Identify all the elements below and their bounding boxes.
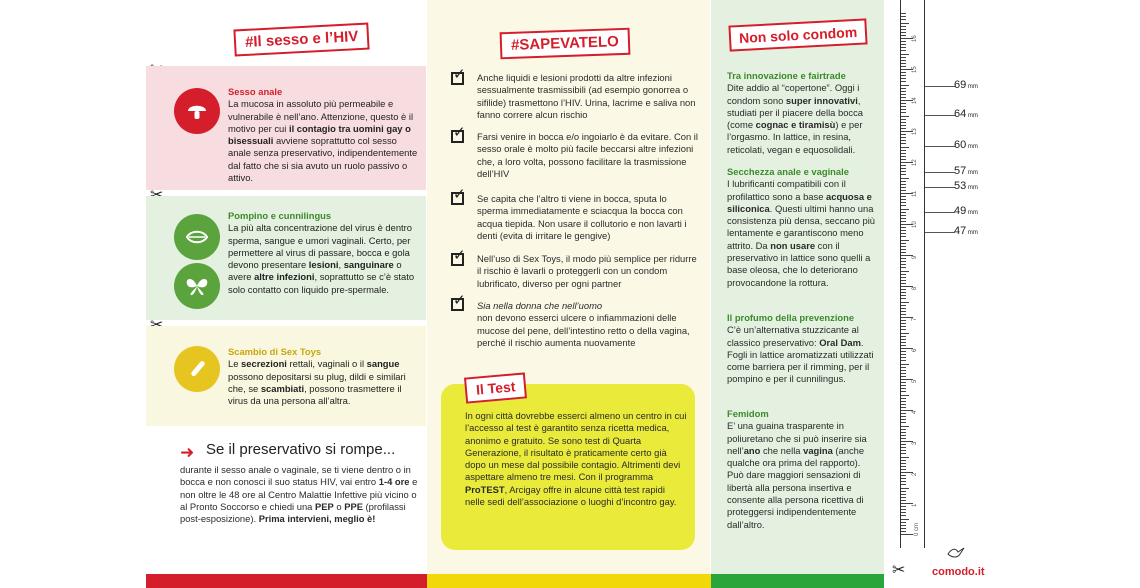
- ruler-tick: [901, 429, 906, 430]
- checkbox-icon: ✓: [453, 66, 466, 83]
- ruler-cm-label: 7: [912, 317, 918, 321]
- text-run: rettali, vaginali o il: [286, 358, 367, 370]
- ruler-tick: [901, 491, 906, 492]
- section-innovazione: [727, 70, 879, 156]
- ruler-zero-label: 0 cm: [914, 522, 920, 536]
- ruler-tick: [901, 528, 906, 529]
- ruler-tick: [901, 413, 906, 414]
- ruler-tick: [901, 233, 906, 234]
- text-run: La mucosa in assoluto più permeabile e vulnerabile è nell’ano. Attenzione, questo è il motivo per cui: [228, 98, 414, 134]
- ruler-tick: [901, 221, 906, 222]
- section-profumo: [727, 312, 879, 386]
- ruler-cm-label: 10: [912, 221, 918, 228]
- text-run: possono depositarsi su plug, dildi e similari che, se: [228, 370, 406, 394]
- lips-icon: [174, 214, 220, 260]
- ruler-tick: [901, 153, 906, 154]
- column-sapevatelo: [427, 0, 710, 588]
- size-marker-line: [925, 172, 955, 173]
- ruler-tick: [901, 174, 906, 175]
- ruler-tick: [901, 447, 906, 448]
- comodo-logo: comodo.it: [932, 566, 985, 578]
- ruler-tick: [901, 72, 906, 73]
- ruler-cm-label: 3: [912, 441, 918, 445]
- ruler-tick: [901, 274, 906, 275]
- ruler-tick: [901, 19, 906, 20]
- ruler-tick: [901, 106, 906, 107]
- ruler-tick: [901, 460, 906, 461]
- ruler-tick: [901, 199, 906, 200]
- ruler-tick: [901, 463, 906, 464]
- ruler-tick: [901, 246, 906, 247]
- ruler-tick: [901, 289, 906, 290]
- ruler-tick: [901, 122, 906, 123]
- ruler-tick: [901, 119, 906, 120]
- ruler-tick: [901, 109, 906, 110]
- ruler-tick: [901, 419, 906, 420]
- column-sesso-hiv: [146, 0, 426, 588]
- ruler-tick: [901, 506, 906, 507]
- scissors-icon: ✂: [892, 562, 906, 579]
- ruler-cm-label: 4: [912, 410, 918, 414]
- bird-logo-icon: [946, 546, 966, 560]
- text-run: con il preservativo in lattice sono quelli a base oleosa, che lo deteriorano provocandone la rottura.: [727, 239, 871, 288]
- ruler-tick: [901, 125, 906, 126]
- text-bold: scambiati: [260, 382, 305, 394]
- ruler-tick: [901, 264, 906, 265]
- ruler-tick: [901, 336, 906, 337]
- femidom-heading: Femidom: [727, 408, 769, 419]
- section-femidom: [727, 408, 879, 531]
- ruler-tick: [901, 382, 906, 383]
- ruler-tick: [901, 26, 906, 27]
- ruler-cm-label: 8: [912, 286, 918, 290]
- ruler-tick: [901, 47, 906, 48]
- strip-yellow: [427, 574, 711, 588]
- ruler-tick: [901, 391, 906, 392]
- size-marker-line: [925, 232, 955, 233]
- ruler-tick: [901, 515, 906, 516]
- ruler-tick: [901, 29, 906, 30]
- ruler-tick: [901, 112, 906, 113]
- text-run: , Arcigay offre in alcune città test rapidi nelle sedi dell’associazione o luoghi d’incontro gay.: [465, 483, 677, 508]
- ruler-tick: [901, 351, 906, 352]
- ruler-tick: [901, 50, 906, 51]
- ruler-tick: [901, 395, 909, 396]
- ruler-tick: [901, 230, 906, 231]
- ruler-tick: [901, 457, 909, 458]
- test-info-box: [441, 384, 695, 550]
- section-title-test: Il Test: [464, 372, 527, 403]
- text-bold: sangue: [366, 358, 400, 370]
- text-italic: Sia nella donna che nell’uomo: [477, 300, 603, 311]
- section-title-sesso-hiv: #Il sesso e l’HIV: [233, 22, 370, 56]
- card-sesso-anale: [146, 66, 426, 190]
- ruler-tick: [901, 227, 906, 228]
- sextoys-heading: Scambio di Sex Toys: [228, 346, 322, 357]
- innovazione-heading: Tra innovazione e fairtrade: [727, 70, 846, 81]
- ruler-tick: [901, 212, 906, 213]
- ruler-tick: [901, 509, 906, 510]
- ruler-cm-label: 6: [912, 348, 918, 352]
- ruler-tick: [901, 60, 906, 61]
- ruler-tick: [901, 360, 906, 361]
- ruler-tick: [901, 252, 906, 253]
- text-run: o avere: [228, 259, 402, 283]
- ruler-tick: [901, 308, 906, 309]
- ruler-tick: [901, 466, 906, 467]
- ruler-tick: [901, 143, 906, 144]
- size-marker-line: [925, 115, 955, 116]
- size-marker-line: [925, 212, 955, 213]
- text-bold: cognac e tiramisù: [755, 119, 836, 131]
- ruler-tick: [901, 91, 906, 92]
- ruler-tick: [901, 75, 906, 76]
- ruler-tick: [901, 354, 906, 355]
- size-marker-label: 47 mm: [954, 225, 978, 237]
- ruler-cm-label: 11: [912, 190, 918, 197]
- secchezza-heading: Secchezza anale e vaginale: [727, 166, 849, 177]
- pompino-heading: Pompino e cunnilingus: [228, 210, 332, 221]
- ruler-tick: [901, 388, 906, 389]
- ruler-tick: [901, 54, 909, 55]
- ruler-tick: [901, 147, 909, 148]
- ruler-tick: [901, 404, 906, 405]
- text-run: La più alta concentrazione del virus è dentro sperma, sangue e umori vaginali. Certo, per permettere al virus di passare, bocca e gola devono presentare: [228, 222, 412, 271]
- sextoys-text: [228, 346, 420, 407]
- ruler-tick: [901, 444, 906, 445]
- ruler-tick: [901, 311, 906, 312]
- checkbox-icon: ✓: [453, 247, 466, 264]
- text-bold: ano: [743, 444, 761, 456]
- text-run: non devono esserci ulcere o infiammazioni delle mucose del pene, dell’intestino retto o della vagina, perché il rischio aumenta nuovamente: [477, 312, 690, 348]
- ruler-tick: [901, 168, 906, 169]
- text-bold: altre infezioni: [254, 271, 315, 283]
- ruler-tick: [901, 469, 906, 470]
- ruler-tick: [901, 81, 906, 82]
- card-pompino: [146, 196, 426, 320]
- ruler-tick: [901, 367, 906, 368]
- ruler-tick: [901, 16, 906, 17]
- ruler-cm-label: 1: [912, 503, 918, 507]
- ruler-tick: [901, 497, 906, 498]
- ruler-cm-label: 9: [912, 255, 918, 259]
- ruler-tick: [901, 376, 906, 377]
- ruler-tick: [901, 450, 906, 451]
- ruler-tick: [901, 94, 906, 95]
- text-run: Le: [228, 358, 242, 370]
- checkbox-icon: ✓: [453, 292, 466, 309]
- ruler-tick: [901, 140, 906, 141]
- ruler-tick: [901, 478, 906, 479]
- ruler-tick: [901, 401, 906, 402]
- preservativo-rotto-title: Se il preservativo si rompe...: [206, 441, 396, 458]
- ruler-cm-label: 16: [912, 35, 918, 42]
- ruler-tick: [901, 277, 906, 278]
- mushroom-icon: [174, 88, 220, 134]
- size-marker-label: 53 mm: [954, 180, 978, 192]
- text-run: che nella: [760, 444, 804, 456]
- text-run: (anche qualche ora prima del rapporto). Può dare maggiori sensazioni di libertà alla persona insertiva e consente alla persona ricettiva di proteggersi indipendentemente dall’altro.: [727, 444, 865, 530]
- text-run: Dite addio al “copertone”. Oggi i condom sono: [727, 82, 860, 106]
- text-bold: il contagio tra uomini gay o bisessuali: [228, 122, 411, 147]
- ruler-tick: [901, 128, 906, 129]
- text-bold: PEP: [314, 500, 334, 512]
- text-run: ) e per l’orgasmo. In lattice, in resina, reticolati, vegan e equosolidali.: [727, 119, 863, 155]
- ruler-tick: [901, 522, 906, 523]
- ruler-tick: [901, 435, 906, 436]
- ruler-tick: [901, 41, 906, 42]
- text-run: C’è un’alternativa stuzzicante al classico preservativo:: [727, 324, 859, 348]
- ruler-cm-label: 15: [912, 66, 918, 73]
- size-marker-label: 57 mm: [954, 165, 978, 177]
- text-bold: acquosa e siliconica: [727, 190, 872, 214]
- text-run: durante il sesso anale o vaginale, se ti viene dentro o in bocca e non conosci il suo status HIV, vai entro: [180, 464, 411, 488]
- text-run: o: [333, 500, 345, 512]
- size-marker-line: [925, 187, 955, 188]
- text-run: I lubrificanti compatibili con il profilattico sono a base: [727, 178, 846, 202]
- ruler-tick: [901, 305, 906, 306]
- text-run: e non oltre le 48 ore al Centro Malattie Infettive più vicino o al Pronto Soccorso e chiedi una: [180, 476, 418, 512]
- ruler-tick: [901, 342, 906, 343]
- ruler-cm-label: 13: [912, 128, 918, 135]
- text-run: ,: [338, 259, 344, 271]
- column-non-solo-condom: [711, 0, 884, 588]
- size-marker-label: 60 mm: [954, 139, 978, 151]
- ruler-tick: [901, 88, 906, 89]
- strip-green: [711, 574, 884, 588]
- ruler-tick: [901, 326, 906, 327]
- ruler-tick: [901, 103, 906, 104]
- ruler-tick: [901, 134, 906, 135]
- ruler-tick: [901, 218, 906, 219]
- text-bold: PPE: [344, 500, 363, 512]
- ruler-tick: [901, 267, 906, 268]
- ruler-tick: [901, 357, 906, 358]
- ruler-tick: [901, 165, 906, 166]
- ruler-tick: [901, 426, 909, 427]
- ruler-tick: [901, 488, 909, 489]
- text-bold: 1-4 ore: [378, 476, 410, 488]
- ruler-scale: [900, 0, 925, 548]
- ruler-tick: [901, 453, 906, 454]
- text-run: . Questi ultimi hanno una consistenza più densa, seccano più lentamente e garantiscono meno attrito. Da: [727, 202, 876, 251]
- ruler-tick: [901, 171, 906, 172]
- sesso-anale-heading: Sesso anale: [228, 86, 283, 97]
- ruler-tick: [901, 23, 909, 24]
- text-run: (profilassi post-esposizione).: [180, 500, 406, 525]
- ruler-tick: [901, 407, 906, 408]
- list-item: [477, 300, 699, 349]
- ruler-tick: [901, 271, 909, 272]
- ruler-tick: [901, 432, 906, 433]
- size-marker-label: 49 mm: [954, 205, 978, 217]
- ruler-tick: [901, 205, 906, 206]
- ruler-cm-label: 14: [912, 97, 918, 104]
- size-marker-line: [925, 86, 955, 87]
- ruler-tick: [901, 249, 906, 250]
- size-marker-line: [925, 146, 955, 147]
- ruler-tick: [901, 534, 913, 535]
- ruler-tick: [901, 320, 906, 321]
- section-secchezza: [727, 166, 879, 289]
- ruler-tick: [901, 116, 909, 117]
- ruler-tick: [901, 484, 906, 485]
- ruler-tick: [901, 44, 906, 45]
- text-bold: super innovativi: [785, 94, 858, 106]
- ruler-tick: [901, 329, 906, 330]
- ruler-tick: [901, 475, 906, 476]
- text-run: , soprattutto se c’è stato solo contatto con liquido pre-spermale.: [228, 271, 415, 295]
- ruler-tick: [901, 178, 909, 179]
- ruler-tick: [901, 345, 906, 346]
- size-marker-label: 64 mm: [954, 108, 978, 120]
- checkbox-icon: ✓: [453, 124, 466, 141]
- ruler-tick: [901, 500, 906, 501]
- preservativo-rotto-text: [180, 464, 420, 525]
- text-run: , studiati per il piacere della bocca (come: [727, 94, 864, 131]
- text-bold: non usare: [770, 239, 816, 251]
- condom-size-ruler: [884, 0, 994, 588]
- list-item: Farsi venire in bocca e/o ingoiarlo è da evitare. Con il sesso orale è molto più facile beccarsi altre infezioni che, a loro volta, possono facilitare la trasmissione dell’HIV: [477, 131, 698, 179]
- ruler-tick: [901, 298, 906, 299]
- text-bold: secrezioni: [241, 358, 287, 370]
- ruler-tick: [901, 339, 906, 340]
- ruler-tick: [901, 333, 909, 334]
- text-run: avviene soprattutto col sesso anale senza preservativo, indipendentemente dal fatto che si sia avuto un ruolo passivo o attivo.: [228, 135, 418, 184]
- ruler-tick: [901, 385, 906, 386]
- ruler-tick: [901, 78, 906, 79]
- ruler-tick: [901, 159, 906, 160]
- ruler-tick: [901, 525, 906, 526]
- ruler-tick: [901, 314, 906, 315]
- ruler-tick: [901, 323, 906, 324]
- text-bold: Prima intervieni, meglio è!: [258, 513, 376, 525]
- ruler-tick: [901, 370, 906, 371]
- size-marker-label: 69 mm: [954, 79, 978, 91]
- sex-toy-icon: [174, 346, 220, 392]
- ruler-tick: [901, 261, 906, 262]
- ruler-tick: [901, 373, 906, 374]
- ruler-tick: [901, 364, 909, 365]
- ruler-tick: [901, 531, 906, 532]
- ruler-tick: [901, 398, 906, 399]
- text-run: E’ una guaina trasparente in poliuretano che si può inserire sia nell’: [727, 420, 867, 456]
- ruler-tick: [901, 280, 906, 281]
- ruler-tick: [901, 215, 906, 216]
- ruler-tick: [901, 57, 906, 58]
- butterfly-icon: [174, 263, 220, 309]
- ruler-tick: [901, 302, 909, 303]
- ruler-tick: [901, 187, 906, 188]
- ruler-tick: [901, 295, 906, 296]
- ruler-cm-label: 5: [912, 379, 918, 383]
- ruler-tick: [901, 137, 906, 138]
- sesso-anale-text: [228, 86, 420, 184]
- ruler-tick: [901, 240, 909, 241]
- text-bold: sanguinare: [343, 259, 394, 271]
- ruler-tick: [901, 156, 906, 157]
- ruler-tick: [901, 202, 906, 203]
- ruler-tick: [901, 66, 906, 67]
- text-bold: lesioni: [308, 259, 339, 271]
- ruler-tick: [901, 196, 906, 197]
- text-bold: ProTEST: [465, 483, 505, 495]
- text-run: . Fogli in lattice aromatizzati utilizzati come barriera per il rimming, per il pompino e per il cunnilingus.: [727, 336, 874, 385]
- text-run: , possono trasmettere il virus da una persona all’altra.: [228, 382, 402, 407]
- text-run: In ogni città dovrebbe esserci almeno un centro in cui l’accesso al test è garantito senza ricetta medica, anonimo e gratuito. Se sono test di Quarta Generazione, il risultato è praticamente certo già dopo un mese dal possibile contagio. Altrimenti devi aspettare almeno tre mesi. Con il programma: [465, 410, 687, 483]
- test-text: [465, 410, 687, 508]
- ruler-tick: [901, 481, 906, 482]
- ruler-tick: [901, 494, 906, 495]
- list-item: Anche liquidi e lesioni prodotti da altre infezioni sessualmente trasmissibili (ad esempio gonorrea o sifilide) trasmettono l’HIV. Urina, lacrime e saliva non fanno correre alcun rischio: [477, 72, 696, 120]
- ruler-tick: [901, 32, 906, 33]
- ruler-tick: [901, 258, 906, 259]
- ruler-tick: [901, 184, 906, 185]
- ruler-tick: [901, 181, 906, 182]
- ruler-tick: [901, 209, 909, 210]
- text-bold: Oral Dam: [819, 336, 861, 348]
- ruler-tick: [901, 150, 906, 151]
- pompino-text: [228, 210, 420, 296]
- ruler-tick: [901, 190, 906, 191]
- ruler-tick: [901, 283, 906, 284]
- text-bold: vagina: [803, 444, 833, 456]
- ruler-tick: [901, 292, 906, 293]
- ruler-tick: [901, 35, 906, 36]
- list-item: Se capita che l’altro ti viene in bocca, sputa lo sperma immediatamente e sciacqua la bocca con acqua tiepida. Non usare il collutorio e non lavarti i denti (evita di irritare le gengive): [477, 193, 687, 241]
- ruler-tick: [901, 243, 906, 244]
- strip-red: [146, 574, 427, 588]
- ruler-cm-label: 2: [912, 472, 918, 476]
- profumo-heading: Il profumo della prevenzione: [727, 312, 855, 323]
- checkbox-icon: ✓: [453, 186, 466, 203]
- ruler-tick: [901, 13, 906, 14]
- ruler-tick: [901, 97, 906, 98]
- card-sextoys: [146, 326, 426, 426]
- ruler-tick: [901, 512, 906, 513]
- ruler-tick: [901, 416, 906, 417]
- ruler-tick: [901, 519, 909, 520]
- ruler-tick: [901, 236, 906, 237]
- arrow-right-icon: ➜: [180, 443, 195, 462]
- section-title-sapevatelo: #SAPEVATELO: [500, 28, 631, 60]
- ruler-tick: [901, 438, 906, 439]
- ruler-tick: [901, 422, 906, 423]
- section-title-non-solo-condom: Non solo condom: [728, 18, 867, 51]
- list-item: Nell’uso di Sex Toys, il modo più semplice per ridurre il rischio è lavarli o proteggerli con un condom lubrificato, diverso per ogni partner: [477, 253, 697, 289]
- ruler-cm-label: 12: [912, 159, 918, 166]
- ruler-tick: [901, 63, 906, 64]
- ruler-tick: [901, 85, 909, 86]
